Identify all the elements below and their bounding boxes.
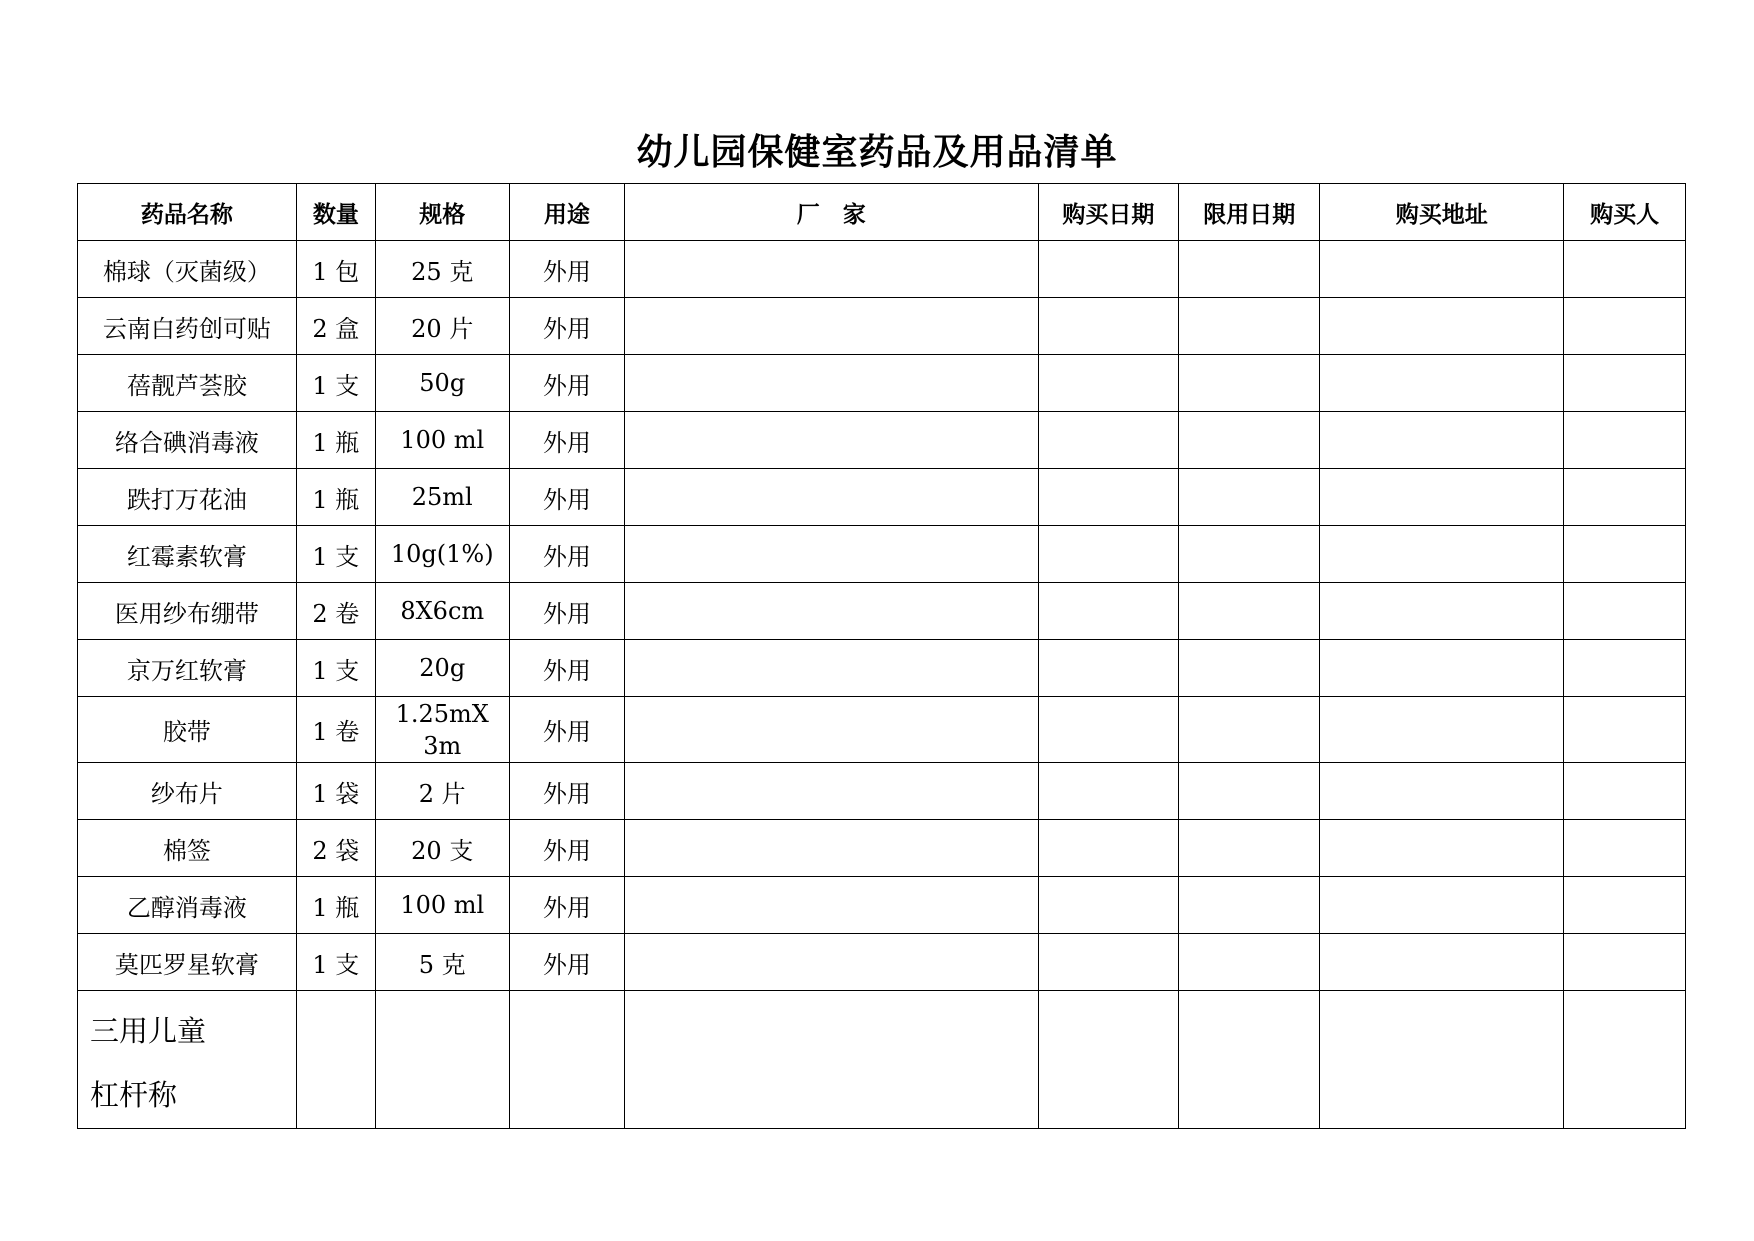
cell-purchase-address — [1320, 820, 1564, 877]
cell-buyer — [1564, 640, 1686, 697]
header-usage: 用途 — [509, 184, 625, 241]
cell-usage: 外用 — [509, 241, 625, 298]
cell-buyer — [1564, 697, 1686, 763]
cell-usage: 外用 — [509, 583, 625, 640]
table-row — [78, 934, 1686, 991]
page-title: 幼儿园保健室药品及用品清单 — [636, 132, 1118, 173]
cell-buyer — [1564, 412, 1686, 469]
cell-usage: 外用 — [509, 526, 625, 583]
cell-purchase-address — [1320, 583, 1564, 640]
cell-medicine-name: 红霉素软膏 — [78, 526, 297, 583]
cell-specification — [375, 697, 509, 763]
cell-expiry-date — [1179, 526, 1320, 583]
header-expiry-date: 限用日期 — [1179, 184, 1320, 241]
cell-buyer — [1564, 241, 1686, 298]
header-manufacturer-label: 厂 家 — [796, 201, 866, 228]
header-manufacturer — [625, 184, 1038, 241]
cell-purchase-date — [1038, 934, 1179, 991]
cell-specification: 2 片 — [375, 763, 509, 820]
cell-buyer — [1564, 355, 1686, 412]
cell-purchase-date — [1038, 412, 1179, 469]
table-row — [78, 583, 1686, 640]
cell-purchase-address — [1320, 763, 1564, 820]
table-row — [78, 412, 1686, 469]
cell-medicine-name-line1: 三用儿童 — [90, 1014, 207, 1048]
cell-purchase-date — [1038, 241, 1179, 298]
table-row — [78, 469, 1686, 526]
cell-quantity: 1 支 — [296, 640, 375, 697]
cell-purchase-date — [1038, 526, 1179, 583]
cell-manufacturer — [625, 583, 1038, 640]
table-row — [78, 526, 1686, 583]
cell-manufacturer — [625, 469, 1038, 526]
cell-manufacturer — [625, 991, 1038, 1129]
cell-expiry-date — [1179, 241, 1320, 298]
cell-buyer — [1564, 877, 1686, 934]
cell-medicine-name-line2: 杠杆称 — [90, 1078, 178, 1112]
cell-medicine-name: 医用纱布绷带 — [78, 583, 297, 640]
header-specification: 规格 — [375, 184, 509, 241]
cell-purchase-date — [1038, 820, 1179, 877]
cell-buyer — [1564, 820, 1686, 877]
cell-medicine-name — [78, 991, 297, 1129]
cell-usage: 外用 — [509, 877, 625, 934]
cell-expiry-date — [1179, 412, 1320, 469]
cell-medicine-name: 乙醇消毒液 — [78, 877, 297, 934]
cell-purchase-address — [1320, 469, 1564, 526]
cell-manufacturer — [625, 877, 1038, 934]
cell-buyer — [1564, 583, 1686, 640]
cell-expiry-date — [1179, 697, 1320, 763]
cell-purchase-address — [1320, 640, 1564, 697]
cell-quantity: 1 瓶 — [296, 877, 375, 934]
cell-purchase-date — [1038, 763, 1179, 820]
cell-purchase-date — [1038, 583, 1179, 640]
table-row — [78, 298, 1686, 355]
cell-manufacturer — [625, 697, 1038, 763]
cell-purchase-address — [1320, 991, 1564, 1129]
table-row — [78, 640, 1686, 697]
table-row — [78, 991, 1686, 1129]
cell-buyer — [1564, 526, 1686, 583]
cell-usage: 外用 — [509, 763, 625, 820]
table-row — [78, 355, 1686, 412]
cell-quantity: 1 瓶 — [296, 469, 375, 526]
cell-purchase-address — [1320, 241, 1564, 298]
table-row — [78, 763, 1686, 820]
cell-medicine-name: 莫匹罗星软膏 — [78, 934, 297, 991]
cell-purchase-date — [1038, 877, 1179, 934]
table-row — [78, 697, 1686, 763]
cell-buyer — [1564, 763, 1686, 820]
cell-medicine-name: 纱布片 — [78, 763, 297, 820]
cell-expiry-date — [1179, 877, 1320, 934]
cell-specification-text: 1.25mX3m — [395, 699, 489, 760]
cell-specification — [375, 991, 509, 1129]
cell-medicine-name: 棉球（灭菌级） — [78, 241, 297, 298]
cell-specification: 20 片 — [375, 298, 509, 355]
cell-manufacturer — [625, 412, 1038, 469]
cell-purchase-address — [1320, 298, 1564, 355]
cell-purchase-date — [1038, 469, 1179, 526]
cell-purchase-address — [1320, 355, 1564, 412]
cell-usage: 外用 — [509, 412, 625, 469]
cell-specification: 20g — [375, 640, 509, 697]
cell-quantity: 1 瓶 — [296, 412, 375, 469]
cell-purchase-date — [1038, 298, 1179, 355]
cell-expiry-date — [1179, 763, 1320, 820]
cell-medicine-name: 京万红软膏 — [78, 640, 297, 697]
cell-manufacturer — [625, 526, 1038, 583]
table-row — [78, 820, 1686, 877]
cell-specification: 10g(1%) — [375, 526, 509, 583]
cell-quantity — [296, 991, 375, 1129]
cell-manufacturer — [625, 640, 1038, 697]
medicine-inventory-table — [77, 183, 1686, 1129]
cell-purchase-address — [1320, 526, 1564, 583]
cell-purchase-address — [1320, 934, 1564, 991]
cell-manufacturer — [625, 934, 1038, 991]
cell-medicine-name: 跌打万花油 — [78, 469, 297, 526]
cell-quantity: 1 支 — [296, 934, 375, 991]
cell-quantity: 1 卷 — [296, 697, 375, 763]
cell-manufacturer — [625, 763, 1038, 820]
cell-manufacturer — [625, 298, 1038, 355]
cell-purchase-address — [1320, 877, 1564, 934]
cell-purchase-date — [1038, 640, 1179, 697]
cell-usage: 外用 — [509, 697, 625, 763]
cell-quantity: 1 包 — [296, 241, 375, 298]
table-header-row — [78, 184, 1686, 241]
cell-usage: 外用 — [509, 640, 625, 697]
cell-specification: 5 克 — [375, 934, 509, 991]
cell-usage — [509, 991, 625, 1129]
cell-specification: 100 ml — [375, 877, 509, 934]
cell-expiry-date — [1179, 355, 1320, 412]
cell-expiry-date — [1179, 469, 1320, 526]
cell-buyer — [1564, 469, 1686, 526]
cell-usage: 外用 — [509, 934, 625, 991]
header-quantity: 数量 — [296, 184, 375, 241]
cell-expiry-date — [1179, 298, 1320, 355]
cell-purchase-date — [1038, 697, 1179, 763]
cell-buyer — [1564, 991, 1686, 1129]
cell-specification: 25ml — [375, 469, 509, 526]
cell-specification: 20 支 — [375, 820, 509, 877]
cell-medicine-name: 云南白药创可贴 — [78, 298, 297, 355]
cell-medicine-name: 络合碘消毒液 — [78, 412, 297, 469]
cell-quantity: 1 支 — [296, 355, 375, 412]
cell-quantity: 2 卷 — [296, 583, 375, 640]
header-purchase-date: 购买日期 — [1038, 184, 1179, 241]
cell-quantity: 2 盒 — [296, 298, 375, 355]
cell-purchase-date — [1038, 355, 1179, 412]
table-row — [78, 241, 1686, 298]
cell-specification: 25 克 — [375, 241, 509, 298]
cell-expiry-date — [1179, 820, 1320, 877]
cell-specification: 100 ml — [375, 412, 509, 469]
cell-quantity: 1 袋 — [296, 763, 375, 820]
cell-medicine-name: 胶带 — [78, 697, 297, 763]
cell-purchase-address — [1320, 412, 1564, 469]
cell-quantity: 1 支 — [296, 526, 375, 583]
cell-medicine-name: 棉签 — [78, 820, 297, 877]
cell-expiry-date — [1179, 991, 1320, 1129]
cell-usage: 外用 — [509, 298, 625, 355]
cell-manufacturer — [625, 355, 1038, 412]
cell-specification: 50g — [375, 355, 509, 412]
header-medicine-name: 药品名称 — [78, 184, 297, 241]
cell-usage: 外用 — [509, 820, 625, 877]
cell-buyer — [1564, 934, 1686, 991]
cell-medicine-name: 蓓靓芦荟胶 — [78, 355, 297, 412]
cell-usage: 外用 — [509, 355, 625, 412]
cell-purchase-address — [1320, 697, 1564, 763]
header-buyer: 购买人 — [1564, 184, 1686, 241]
cell-usage: 外用 — [509, 469, 625, 526]
cell-manufacturer — [625, 241, 1038, 298]
cell-expiry-date — [1179, 640, 1320, 697]
cell-quantity: 2 袋 — [296, 820, 375, 877]
cell-expiry-date — [1179, 934, 1320, 991]
cell-manufacturer — [625, 820, 1038, 877]
cell-specification: 8X6cm — [375, 583, 509, 640]
table-row — [78, 877, 1686, 934]
header-purchase-address: 购买地址 — [1320, 184, 1564, 241]
cell-expiry-date — [1179, 583, 1320, 640]
cell-buyer — [1564, 298, 1686, 355]
cell-purchase-date — [1038, 991, 1179, 1129]
